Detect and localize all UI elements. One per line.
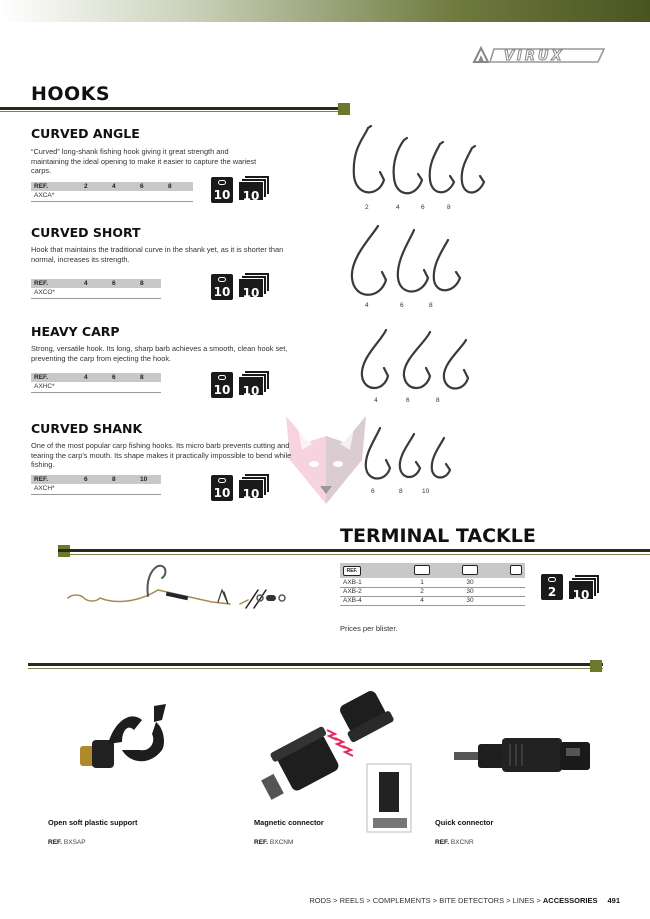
brand-logo (470, 44, 610, 66)
product-title: HEAVY CARP (31, 324, 120, 339)
product-description: One of the most popular carp fishing hooks. Its micro barb prevents cutting and tearing the carp's mouth. Its shape makes it practically impossible to bend while fishing. (31, 441, 292, 470)
price-note: Prices per blister. (340, 624, 398, 633)
hooks-title: HOOKS (31, 83, 111, 105)
tackle-rule (58, 549, 650, 552)
line-strength-icon (462, 565, 478, 575)
top-banner (0, 0, 650, 22)
hook-size-label: 10 (422, 488, 430, 495)
multipack-icon: 10 (236, 175, 270, 203)
hook-size-label: 6 (421, 204, 425, 211)
hook-size-label: 8 (447, 204, 451, 211)
hook-image (430, 142, 454, 192)
table-row: AXB-2 2 30 (340, 587, 525, 596)
product-description: “Curved” long-shank fishing hook giving it great strength and maintaining the ideal opening to make it easier to capture the wariest carps. (31, 147, 257, 176)
hook-illustrations (340, 118, 500, 508)
hook-image (434, 240, 460, 290)
pack-icon: 10 (211, 372, 233, 398)
product-description: Strong, versatile hook. Its long, sharp barb achieves a smooth, clean hook set, preventing the carp from ejecting the hook. (31, 344, 288, 363)
product-ref: REF. BXCNM (254, 839, 294, 846)
pack-quantity-icon (510, 565, 522, 575)
table-row: AXCA* (31, 191, 193, 201)
product-name: Open soft plastic support (48, 818, 138, 827)
terminal-tackle-title: TERMINAL TACKLE (340, 525, 536, 547)
multipack-icon: 10 (236, 370, 270, 398)
multipack-icon: 10 (236, 272, 270, 300)
table-row: AXHC* (31, 382, 161, 392)
hook-size-label: 2 (365, 204, 369, 211)
accessories-rule (28, 663, 603, 666)
hook-size-label: 6 (406, 397, 410, 404)
hook-image (432, 438, 450, 478)
rig-illustration (62, 560, 302, 620)
pack-icon: 10 (211, 475, 233, 501)
ref-table: REF. 4 6 8 AXHC* (31, 373, 161, 393)
open-support-image (70, 700, 180, 780)
table-row: AXCH* (31, 484, 161, 494)
tackle-table (340, 563, 525, 606)
multipack-icon: 10 (236, 473, 270, 501)
hook-image (462, 146, 484, 193)
hook-image (398, 230, 428, 292)
pack-icon: 10 (211, 274, 233, 300)
product-ref: REF. BXSAP (48, 839, 86, 846)
footer-breadcrumb (309, 896, 620, 905)
product-ref: REF. BXCNR (435, 839, 474, 846)
hook-image (404, 332, 430, 388)
brand-logo-text: VIRUX (504, 49, 565, 64)
ref-table: REF. 4 6 8 AXCO* (31, 279, 161, 299)
hook-size-label: 6 (400, 302, 404, 309)
ref-table: REF. 6 8 10 AXCH* (31, 475, 161, 495)
hook-size-label: 6 (371, 488, 375, 495)
ref-table: REF. 2 4 6 8 AXCA* (31, 182, 193, 202)
hook-image (394, 138, 422, 193)
hook-size-label: 8 (436, 397, 440, 404)
product-name: Magnetic connector (254, 818, 324, 827)
accessories-rule-marker (590, 660, 602, 672)
hook-size-label: 4 (396, 204, 400, 211)
hooks-rule-marker (338, 103, 350, 115)
hook-image (444, 340, 468, 389)
page-number: 491 (607, 896, 620, 905)
hook-image (352, 226, 386, 295)
hook-image (354, 126, 384, 192)
pack-icon: 2 (541, 574, 563, 600)
hooks-rule (0, 107, 340, 110)
multipack-icon: 10 (566, 574, 600, 602)
hook-size-label: 4 (365, 302, 369, 309)
quick-connector-image (448, 730, 598, 780)
product-title: CURVED SHANK (31, 421, 143, 436)
pack-icon: 10 (211, 177, 233, 203)
product-name: Quick connector (435, 818, 494, 827)
product-title: CURVED SHORT (31, 225, 141, 240)
hook-size-icon (414, 565, 430, 575)
table-row: AXB-4 4 30 (340, 596, 525, 605)
ref-label-box: REF. (343, 566, 361, 576)
product-description: Hook that maintains the traditional curve in the shank yet, as it is shorter than normal, increases its strength. (31, 245, 284, 264)
hook-image (362, 330, 388, 388)
hook-size-label: 8 (429, 302, 433, 309)
magnetic-connector-image (255, 686, 415, 836)
hook-size-label: 8 (399, 488, 403, 495)
table-row: AXCO* (31, 288, 161, 298)
table-row: AXB-1 1 30 (340, 578, 525, 587)
hook-image (366, 428, 390, 479)
breadcrumb-path: RODS > REELS > COMPLEMENTS > BITE DETECTORS > LINES > (309, 896, 543, 905)
hook-size-label: 4 (374, 397, 378, 404)
breadcrumb-current: ACCESSORIES (542, 896, 598, 905)
product-title: CURVED ANGLE (31, 126, 140, 141)
hook-image (400, 434, 420, 477)
